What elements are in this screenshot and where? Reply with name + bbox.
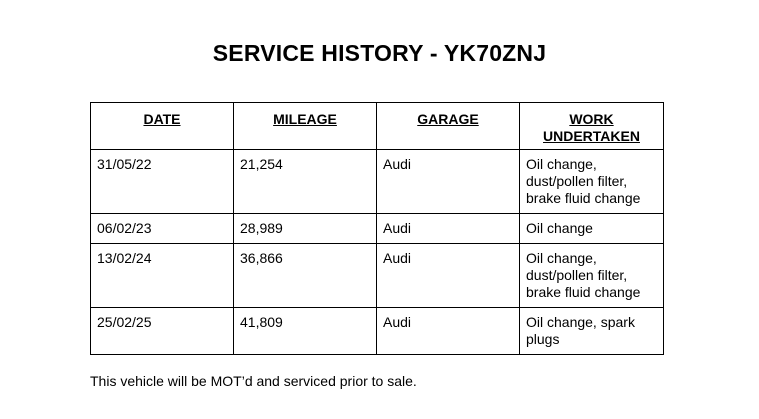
table-row	[91, 244, 664, 308]
cell-mileage: 28,989	[234, 214, 377, 244]
cell-date: 25/02/25	[91, 308, 234, 355]
table-row	[91, 214, 664, 244]
cell-date: 13/02/24	[91, 244, 234, 308]
cell-mileage: 36,866	[234, 244, 377, 308]
footer-note: This vehicle will be MOT’d and serviced prior to sale.	[90, 373, 417, 389]
cell-mileage: 41,809	[234, 308, 377, 355]
service-history-table	[90, 102, 664, 355]
header-garage: GARAGE	[377, 103, 520, 150]
cell-work: Oil change, dust/pollen filter, brake fluid change	[520, 150, 664, 214]
table-row	[91, 150, 664, 214]
table-header-row	[91, 103, 664, 150]
page-title: SERVICE HISTORY - YK70ZNJ	[212, 40, 547, 66]
cell-date: 06/02/23	[91, 214, 234, 244]
cell-work: Oil change, spark plugs	[520, 308, 664, 355]
table-row	[91, 308, 664, 355]
header-work-undertaken: WORK UNDERTAKEN	[520, 103, 664, 150]
cell-garage: Audi	[377, 150, 520, 214]
header-date: DATE	[91, 103, 234, 150]
cell-mileage: 21,254	[234, 150, 377, 214]
cell-date: 31/05/22	[91, 150, 234, 214]
cell-garage: Audi	[377, 308, 520, 355]
cell-garage: Audi	[377, 244, 520, 308]
cell-work: Oil change, dust/pollen filter, brake fluid change	[520, 244, 664, 308]
cell-work: Oil change	[520, 214, 664, 244]
cell-garage: Audi	[377, 214, 520, 244]
header-mileage: MILEAGE	[234, 103, 377, 150]
